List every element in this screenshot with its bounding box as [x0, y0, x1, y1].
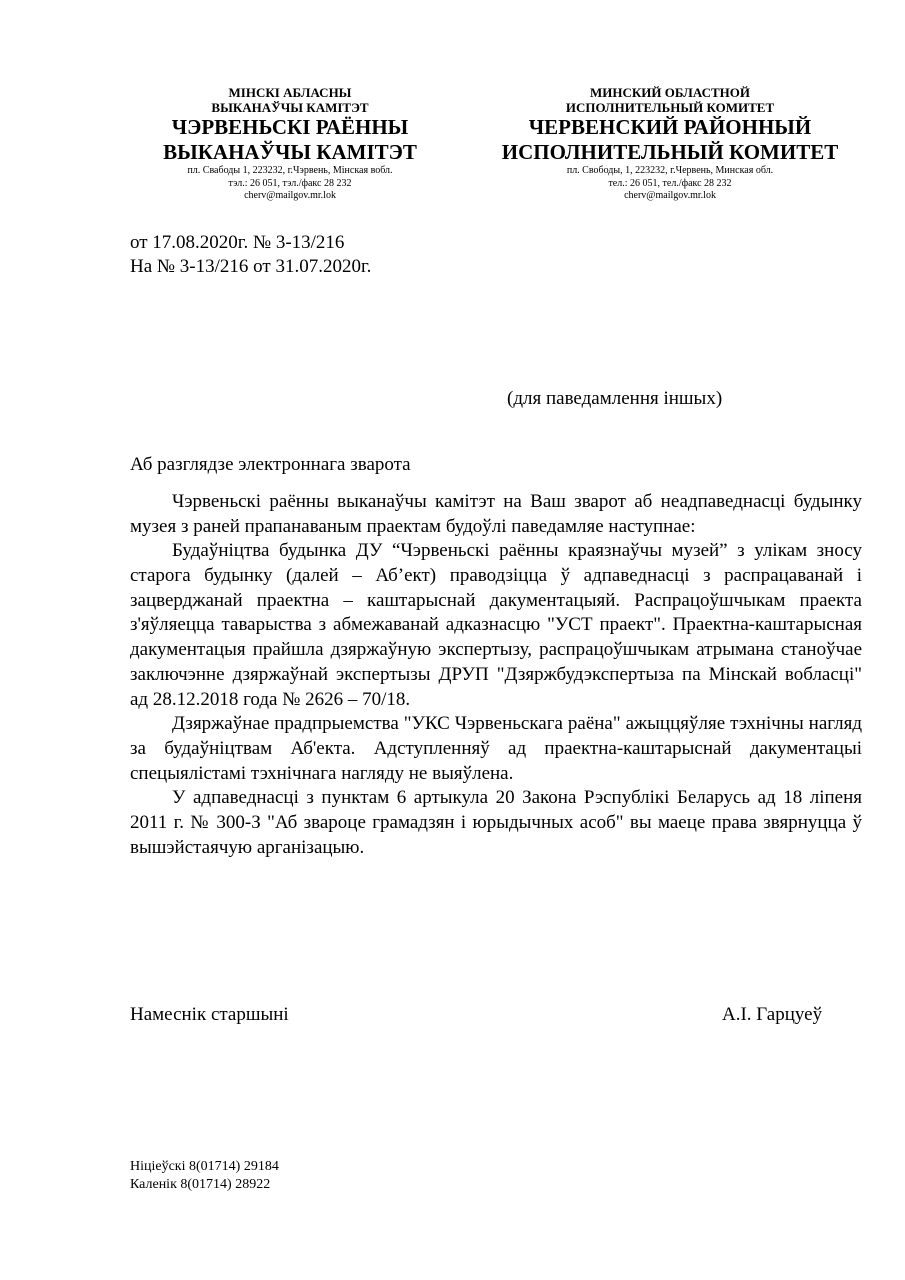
contact-line: Каленік 8(01714) 28922: [130, 1177, 271, 1193]
header-left-address: пл. Свабоды 1, 223232, г.Чэрвень, Мінская вобл.: [187, 165, 393, 177]
contact-list: [130, 1158, 279, 1194]
letter-body: [130, 490, 862, 860]
letter-subject: Аб разглядзе электроннага зварота: [130, 454, 411, 475]
header-right-address: пл. Свободы, 1, 223232, г.Червень, Минская обл.: [566, 165, 774, 177]
outgoing-reference: от 17.08.2020г. № 3-13/216: [130, 232, 345, 253]
header-left-line1: МІНСКІ АБЛАСНЫ: [228, 85, 352, 100]
addressee-notice: (для паведамлення іншых): [507, 388, 723, 409]
header-left-line3: ЧЭРВЕНЬСКІ РАЁННЫ: [171, 115, 409, 140]
header-right-email: cherv@mailgov.mr.lok: [624, 190, 716, 202]
body-paragraph: Чэрвеньскі раённы выканаўчы камітэт на Ваш зварот аб неадпаведнасці будынку музея з раней прапанаваным праектам будоўлі паведамляе наступнае:: [130, 491, 862, 537]
body-paragraph: У адпаведнасці з пунктам 6 артыкула 20 Закона Рэспублікі Беларусь ад 18 ліпеня 2011 г. № 300-З "Аб звароце грамадзян і юрыдычных асоб" вы маеце права звярнуцца ў вышэйстаячую арганізацыю.: [130, 787, 862, 858]
body-paragraph: Дзяржаўнае прадпрыемства "УКС Чэрвеньскага раёна" ажыццяўляе тэхнічны нагляд за будаўніцтвам Аб'екта. Адступленняў ад праектна-каштарыснай дакументацыі спецыялістамі тэхнічнага нагляду не выяўлена.: [130, 713, 862, 784]
header-left-line4: ВЫКАНАЎЧЫ КАМІТЭТ: [163, 140, 417, 165]
header-russian: [500, 86, 840, 203]
header-right-line1: МИНСКИЙ ОБЛАСТНОЙ: [590, 85, 750, 100]
header-right-line2: ИСПОЛНИТЕЛЬНЫЙ КОМИТЕТ: [565, 99, 775, 115]
document-references: [130, 231, 371, 280]
header-left-email: cherv@mailgov.mr.lok: [244, 190, 336, 202]
body-paragraph: Будаўніцтва будынка ДУ “Чэрвеньскі раённы краязнаўчы музей” з улікам зносу старога будынку (далей – Аб’ект) праводзіцца ў адпаведнасці з распрацаванай і зацверджанай праектна – каштарыснай дакументацыяй. Распрацоўшчыкам праекта з'яўляецца таварыства з абмежаванай адказнасцю "УСТ праект". Праектна-каштарысная дакументацыя прайшла дзяржаўную экспертызу, распрацоўшчыкам атрымана станоўчае заключэнне дзяржаўнай экспертызы ДРУП "Дзяржбудэкспертыза па Мінскай вобласці" ад 28.12.2018 года № 2626 – 70/18.: [130, 540, 862, 710]
header-right-line3: ЧЕРВЕНСКИЙ РАЙОННЫЙ: [528, 115, 812, 140]
header-right-line4: ИСПОЛНИТЕЛЬНЫЙ КОМИТЕТ: [501, 140, 839, 165]
header-right-phone: тел.: 26 051, тел./факс 28 232: [608, 177, 732, 189]
signatory-role: Намеснік старшыні: [130, 1004, 289, 1025]
signatory-name: А.І. Гарцуеў: [722, 1004, 823, 1025]
incoming-reference: На № 3-13/216 от 31.07.2020г.: [130, 256, 372, 278]
header-left-line2: ВЫКАНАЎЧЫ КАМІТЭТ: [211, 99, 369, 115]
header-belarusian: [140, 86, 440, 203]
header-left-phone: тэл.: 26 051, тэл./факс 28 232: [228, 177, 352, 189]
contact-line: Ніціеўскі 8(01714) 29184: [130, 1159, 279, 1174]
